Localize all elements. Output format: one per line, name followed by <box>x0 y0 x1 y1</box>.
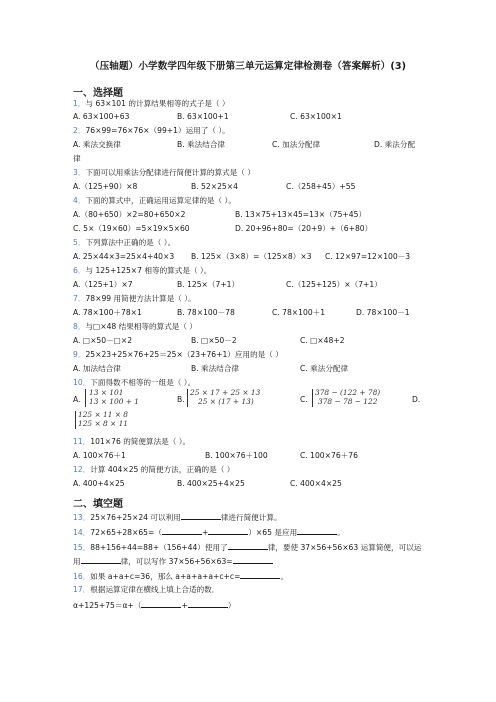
q12-option-a: A. 400+4×25 <box>73 479 125 488</box>
q3-option-b: B. 52×25×4 <box>191 182 238 191</box>
question-number: 11． <box>73 437 91 446</box>
q2-option-d-continued: 律 <box>73 154 81 163</box>
q4-option-c: C. 5×（19×60）=5×19×5×60 <box>73 224 190 233</box>
question-4 <box>73 196 236 206</box>
q1-option-c: C. 63×100×1 <box>290 112 342 121</box>
question-number: 7． <box>73 294 86 303</box>
question-text: 用 <box>73 557 81 566</box>
q10-option-b-brace <box>187 389 188 407</box>
q12-option-c: C. 400×4×25 <box>290 479 342 488</box>
question-text: 76×99=76×76×（99+1）运用了（ ）。 <box>85 126 230 135</box>
question-text: 下列算法中正确的是（ ）。 <box>85 238 176 247</box>
question-number: 14． <box>73 528 91 537</box>
q7-option-a: A. 78×100＋78×1 <box>73 308 142 317</box>
question-text: ）×65 是应用 <box>248 528 298 537</box>
question-text: + <box>201 528 209 537</box>
question-17-expression <box>73 600 235 611</box>
question-text: + <box>181 601 188 610</box>
q10-option-b-line2: 25 × (17 + 13) <box>198 397 254 406</box>
answer-blank[interactable] <box>81 556 121 564</box>
question-number: 1． <box>73 99 86 108</box>
q9-option-a: A. 加法结合律 <box>73 364 121 373</box>
answer-blank[interactable] <box>228 542 268 550</box>
q11-option-a: A. 100×76＋1 <box>73 451 126 460</box>
q3-option-c: C.（258+45）+55 <box>286 182 356 191</box>
q5-option-c: C. 12×97=12×100－3 <box>325 252 411 261</box>
question-text: 。 <box>337 528 345 537</box>
q8-option-a: A. □×50－□×2 <box>73 336 133 345</box>
q10-option-a-line2: 13 × 100 + 1 <box>89 397 139 406</box>
question-number: 12． <box>73 465 91 474</box>
q10-option-c: C. <box>300 395 308 404</box>
question-number: 15． <box>73 543 91 552</box>
q10-option-b-line1: 25 × 17 + 25 × 13 <box>190 388 261 397</box>
question-text: 101×76 的简便算法是（ ）。 <box>90 437 191 446</box>
question-5 <box>73 238 175 248</box>
q10-option-a-line1: 13 × 101 <box>89 388 124 397</box>
question-text: 与 125+125×7 相等的算式是（ ）。 <box>85 266 212 275</box>
answer-blank[interactable] <box>141 600 181 608</box>
question-15 <box>73 542 421 553</box>
question-13 <box>73 512 282 523</box>
q10-option-c-line1: 378 − (122 + 78) <box>315 388 381 397</box>
q5-option-b: B. 125×（3×8）=（125×8）×3 <box>191 252 312 261</box>
question-3 <box>73 168 255 178</box>
answer-blank[interactable] <box>233 556 273 564</box>
question-number: 13． <box>73 513 91 522</box>
question-text: 与□×48 结果相等的算式是（ ） <box>85 322 197 331</box>
question-8 <box>73 322 197 332</box>
q6-option-c: C.（125+125）×（7+1） <box>286 280 382 289</box>
q2-option-b: B. 乘法结合律 <box>177 140 226 149</box>
question-number: 5． <box>73 238 86 247</box>
question-text: ） <box>227 601 236 610</box>
question-number: 17． <box>73 585 91 594</box>
q10-option-b: B. <box>177 395 185 404</box>
q6-option-b: B. 125×（7+1） <box>177 280 240 289</box>
question-number: 4． <box>73 196 86 205</box>
question-12 <box>73 465 234 475</box>
q7-option-d: D. 78×100－1 <box>356 308 410 317</box>
q7-option-c: C. 78×100＋1 <box>272 308 326 317</box>
q10-option-a-brace <box>85 389 86 407</box>
q10-option-a: A. <box>73 395 81 404</box>
question-text: 72×65+28×65=（ <box>90 528 162 537</box>
q7-option-b: B. 78×100－78 <box>177 308 235 317</box>
q10-option-c-brace <box>312 389 313 407</box>
question-number: 6． <box>73 266 86 275</box>
q3-option-a: A.（125+90）×8 <box>73 182 138 191</box>
question-text: 如果 a+a+c=36，那么 a+a+a+a+c+c= <box>90 572 241 581</box>
question-text: 25×23+25×76+25＝25×（23+76+1）应用的是（ ） <box>85 350 283 359</box>
q11-option-b: B. 100×76＋100 <box>205 451 268 460</box>
answer-blank[interactable] <box>240 571 280 579</box>
q10-option-c-line2: 378 − 78 − 122 <box>318 397 378 406</box>
q10-option-d-brace <box>75 411 76 429</box>
q11-option-c: C. 100×76＋76 <box>300 451 358 460</box>
q8-option-c: C. □×48+2 <box>300 336 345 345</box>
question-text: 下面的算式中，正确运用运算定律的是（ ）。 <box>85 196 236 205</box>
q10-option-d: D. <box>412 395 421 404</box>
question-text: 律，要使 37×56+56×63 运算简便，可以运 <box>267 543 422 552</box>
question-text: 根据运算定律在横线上填上合适的数． <box>90 585 220 594</box>
q9-option-c: C. 乘法分配律 <box>300 364 349 373</box>
question-17 <box>73 585 219 595</box>
question-2 <box>73 126 230 136</box>
question-text: 78×99 用简便方法计算是（ ）。 <box>85 294 196 303</box>
q2-option-c: C. 加法分配律 <box>272 140 321 149</box>
q4-option-a: A.（80+650）×2=80+650×2 <box>73 210 186 219</box>
question-16 <box>73 571 288 582</box>
question-number: 2． <box>73 126 86 135</box>
q12-option-b: B. 400×25+4×25 <box>177 479 245 488</box>
question-number: 9． <box>73 350 86 359</box>
question-text: 计算 404×25 的简便方法，正确的是（ ） <box>90 465 235 474</box>
question-text: 律，可以写作 37×56+56×63= <box>120 557 233 566</box>
document-title: （压轴题）小学数学四年级下册第三单元运算定律检测卷（答案解析）(3) <box>89 61 407 72</box>
question-9 <box>73 350 283 360</box>
q10-option-d-line1: 125 × 11 × 8 <box>78 410 128 419</box>
answer-blank[interactable] <box>297 527 337 535</box>
q1-option-b: B. 63×100+1 <box>177 112 229 121</box>
question-number: 10． <box>73 378 91 387</box>
question-text: 88+156+44=88+（156+44）使用了 <box>90 543 228 552</box>
question-10 <box>73 378 195 388</box>
question-text: 。 <box>280 572 289 581</box>
q9-option-b: B. 乘法结合律 <box>191 364 240 373</box>
q2-option-a: A. 乘法交换律 <box>73 140 121 149</box>
section-fill-heading: 二、填空题 <box>73 499 123 510</box>
question-text: 与 63×101 的计算结果相等的式子是（ ） <box>85 99 230 108</box>
question-text: 25×76+25×24 可以利用 <box>90 513 181 522</box>
question-14 <box>73 527 345 538</box>
answer-blank[interactable] <box>162 527 202 535</box>
question-text: 下面得数不相等的一组是（ ）。 <box>90 378 196 387</box>
question-text: α+125+75＝α+（ <box>73 601 142 610</box>
question-15-continued <box>73 556 273 567</box>
section-choice-heading: 一、选择题 <box>73 88 123 99</box>
q4-option-b: B. 13×75+13×45=13×（75+45） <box>235 210 367 219</box>
q8-option-b: B. □×50－2 <box>191 336 237 345</box>
question-number: 16． <box>73 572 91 581</box>
q4-option-d: D. 20+96+80=（20+9）+（6+80） <box>235 224 373 233</box>
q6-option-a: A.（125+1）×7 <box>73 280 133 289</box>
question-text: 下面可以用乘法分配律进行简便计算的算式是（ ） <box>85 168 255 177</box>
q2-option-d: D. 乘法分配 <box>374 140 416 149</box>
question-number: 8． <box>73 322 86 331</box>
q5-option-a: A. 25×44×3=25×4+40×3 <box>73 252 175 261</box>
question-number: 3． <box>73 168 86 177</box>
q10-option-d-line2: 125 × 8 × 11 <box>78 419 128 428</box>
question-7 <box>73 294 196 304</box>
answer-blank[interactable] <box>208 527 248 535</box>
question-6 <box>73 266 211 276</box>
answer-blank[interactable] <box>188 600 228 608</box>
q1-option-a: A. 63×100+63 <box>73 112 130 121</box>
answer-blank[interactable] <box>181 512 221 520</box>
question-11 <box>73 437 190 447</box>
question-text: 律进行简便计算。 <box>220 513 282 522</box>
question-1 <box>73 99 230 109</box>
